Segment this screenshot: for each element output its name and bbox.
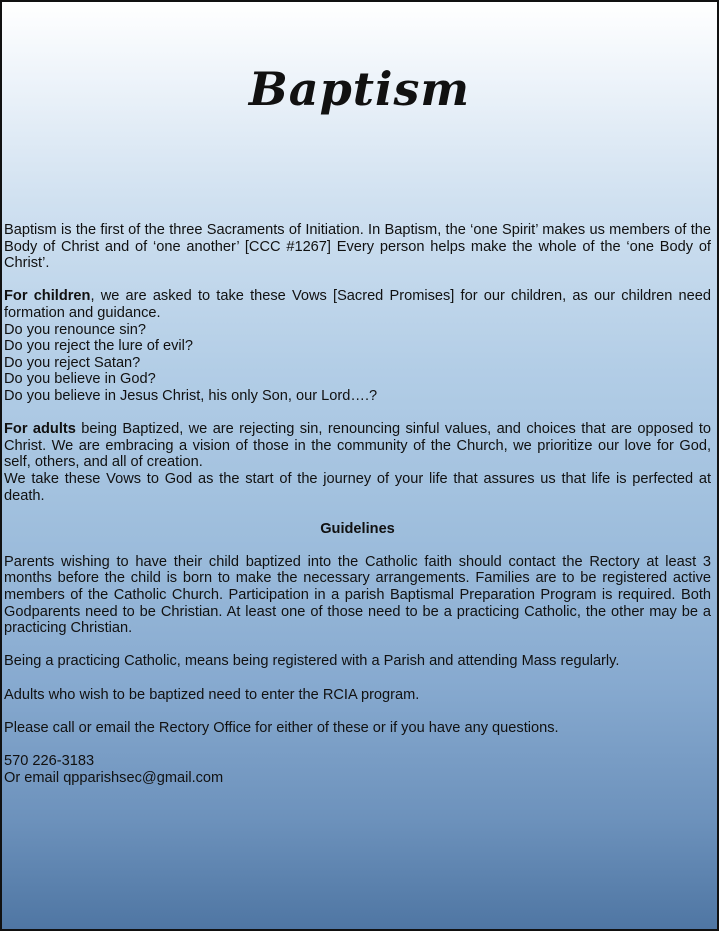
vow-line: Do you reject Satan? <box>4 354 141 371</box>
adults-section <box>4 421 711 504</box>
children-lead: For children <box>4 288 91 305</box>
rcia-paragraph: Adults who wish to be baptized need to enter the RCIA program. <box>4 686 420 703</box>
phone-number: 570 226-3183 <box>4 753 95 769</box>
body-content <box>4 222 711 786</box>
adults-paragraph <box>4 421 711 471</box>
vow-line: Do you renounce sin? <box>4 321 146 338</box>
contact-block <box>4 753 711 786</box>
vow-line: Do you believe in God? <box>4 371 156 388</box>
guidelines-heading: Guidelines <box>320 520 395 537</box>
adults-lead: For adults <box>4 421 76 438</box>
children-text: , we are asked to take these Vows [Sacred Promises] for our children, as our children need formation and guidance. <box>4 288 711 321</box>
contact-prompt: Please call or email the Rectory Office for either of these or if you have any questions. <box>4 719 559 736</box>
adults-vows-text: We take these Vows to God as the start of the journey of your life that assures us that life is perfected at death. <box>4 470 711 504</box>
page-title: Baptism <box>248 62 471 116</box>
adults-text: being Baptized, we are rejecting sin, renouncing sinful values, and choices that are opposed to Christ. We are embracing a vision of those in the community of the Church, we prioritize our love for God, self, others, and all of creation. <box>4 421 711 471</box>
children-section <box>4 288 711 404</box>
email-address: Or email qpparishsec@gmail.com <box>4 769 224 786</box>
vow-line: Do you believe in Jesus Christ, his only Son, our Lord….? <box>4 387 378 404</box>
intro-paragraph: Baptism is the first of the three Sacraments of Initiation. In Baptism, the ‘one Spirit’ makes us members of the Body of Christ and of ‘one another’ [CCC #1267] Every person helps make the whole of the ‘one Body of Christ’. <box>4 222 711 272</box>
practicing-paragraph: Being a practicing Catholic, means being registered with a Parish and attending Mass regularly. <box>4 653 620 670</box>
children-paragraph <box>4 288 711 321</box>
vow-line: Do you reject the lure of evil? <box>4 338 194 355</box>
guidelines-paragraph: Parents wishing to have their child baptized into the Catholic faith should contact the Rectory at least 3 months before the child is born to make the necessary arrangements. Families are to be registered active members of the Catholic Church. Participation in a parish Baptismal Preparation Program is required. Both Godparents need to be Christian. At least one of those need to be a practicing Catholic, the other may be a practicing Christian. <box>4 553 711 637</box>
